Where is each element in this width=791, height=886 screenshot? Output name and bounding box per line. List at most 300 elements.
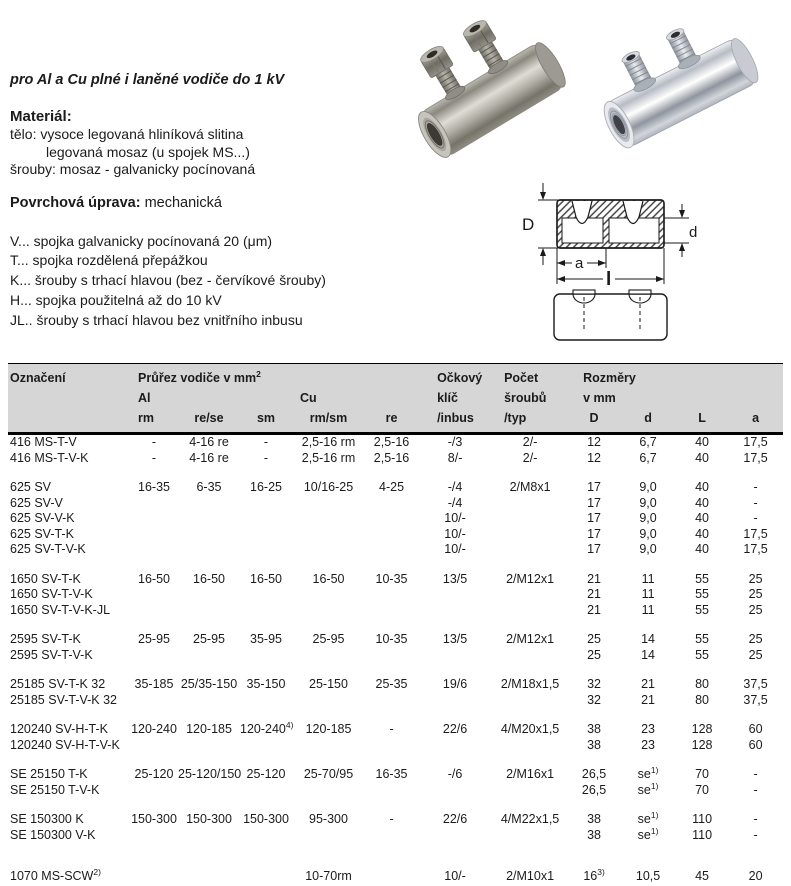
value-cell: $se^{1)}$ [637, 809, 659, 826]
value-cell [418, 587, 492, 603]
value-cell: 21 [641, 677, 656, 691]
value-cell: 8/- [447, 450, 463, 465]
value-cell [418, 828, 492, 844]
value-cell: 38 [587, 827, 602, 842]
value-cell [418, 693, 492, 709]
col-header-al: Al [130, 389, 292, 408]
value-cell: 40 [695, 495, 710, 510]
value-cell [178, 511, 240, 527]
value-cell: 37,5 [743, 692, 768, 707]
designation-cell: SE 25150 T-V-K [10, 782, 100, 797]
value-cell: 20 [748, 869, 763, 883]
value-cell: 25-35 [375, 677, 408, 691]
value-cell: 150-300 [243, 812, 289, 826]
table-row [8, 542, 783, 558]
value-cell: 6,7 [639, 450, 657, 465]
value-cell: 26,5 [581, 782, 607, 797]
designation-cell: 625 SV-T-K [10, 526, 74, 541]
value-cell [418, 783, 492, 799]
value-cell: 25 [587, 632, 602, 646]
value-cell [292, 693, 365, 709]
value-cell [365, 603, 418, 619]
value-cell [240, 527, 292, 543]
value-cell: 38 [587, 737, 602, 752]
value-cell: 17,5 [743, 526, 768, 541]
value-cell [240, 648, 292, 664]
value-cell: 9,0 [639, 526, 657, 541]
table-row [8, 722, 783, 738]
table-row [8, 783, 783, 799]
value-cell: 45 [695, 869, 710, 883]
value-cell: 16-50 [138, 571, 170, 586]
table-row [8, 603, 783, 619]
value-cell: - [753, 495, 758, 510]
value-cell [178, 693, 240, 709]
value-cell: 6,7 [639, 435, 657, 449]
value-cell [492, 783, 568, 799]
material-line: šrouby: mosaz - galvanicky pocínovaná [10, 161, 256, 177]
group-spacer [8, 558, 783, 572]
value-cell [178, 527, 240, 543]
value-cell [292, 542, 365, 558]
table-row [8, 738, 783, 754]
value-cell: 25-95 [312, 632, 345, 646]
value-cell [365, 869, 418, 885]
value-cell: 16-50 [250, 571, 282, 586]
col-header-rese: re/se [178, 408, 240, 434]
value-cell: -/6 [447, 767, 463, 781]
value-cell: 19/6 [442, 677, 468, 691]
value-cell [130, 603, 178, 619]
legend-line: JL.. šrouby s trhací hlavou bez vnitřního inbusu [10, 311, 303, 328]
value-cell: 2,5-16 rm [301, 450, 356, 465]
value-cell: 4/M20x1,5 [500, 722, 560, 736]
col-header-rm: rm [130, 408, 178, 434]
value-cell: 2/M18x1,5 [500, 677, 560, 691]
designation-cell: 1070 MS-SCW$^{2)}$ [10, 866, 101, 883]
col-header-screw-count: Počet [492, 364, 568, 390]
value-cell: 17 [587, 495, 602, 510]
value-cell: 11 [641, 602, 655, 617]
value-cell: - [753, 782, 758, 797]
designation-cell: 625 SV-T-V-K [10, 542, 86, 556]
value-cell: 2,5-16 [373, 435, 410, 449]
value-cell [130, 783, 178, 799]
value-cell: 60 [748, 722, 763, 736]
value-cell: 128 [691, 737, 713, 752]
value-cell [292, 587, 365, 603]
value-cell [240, 738, 292, 754]
value-cell: 9,0 [639, 511, 657, 525]
value-cell [418, 738, 492, 754]
value-cell: 55 [695, 647, 710, 662]
dimension-diagram [512, 178, 704, 348]
designation-cell: 416 MS-T-V-K [10, 450, 89, 465]
value-cell [178, 496, 240, 512]
col-header-inbus: /inbus [418, 408, 492, 434]
value-cell: 38 [587, 812, 602, 826]
value-cell: 10/- [444, 542, 466, 556]
value-cell: - [151, 450, 157, 465]
connector-photo-left [405, 2, 585, 187]
legend-line: K... šrouby s trhací hlavou (bez - červíkové šrouby) [10, 272, 326, 289]
table-row [8, 527, 783, 543]
col-header-typ: /typ [492, 408, 568, 434]
surface-label: Povrchová úprava: [10, 194, 141, 211]
table-row [8, 480, 783, 496]
col-header-rmsm: rm/sm [292, 408, 365, 434]
value-cell: 21 [587, 571, 602, 586]
value-cell: 13/5 [442, 571, 468, 586]
table-row [8, 496, 783, 512]
material-heading: Materiál: [10, 108, 72, 125]
col-header-dimensions-2: v mm [568, 389, 783, 408]
value-cell: $se^{1)}$ [637, 764, 659, 781]
value-cell: 25-70/95 [303, 767, 354, 781]
value-cell: 55 [695, 602, 710, 617]
col-header-D: D [568, 408, 620, 434]
value-cell: $se^{1)}$ [637, 780, 659, 797]
value-cell: - [753, 767, 758, 781]
value-cell: 120-185 [186, 722, 232, 736]
value-cell [365, 527, 418, 543]
value-cell: 55 [695, 587, 710, 601]
value-cell: 2,5-16 [373, 450, 410, 465]
value-cell: 2,5-16 rm [301, 435, 356, 449]
value-cell [292, 783, 365, 799]
value-cell [130, 587, 178, 603]
value-cell [365, 738, 418, 754]
value-cell: 23 [641, 722, 656, 736]
value-cell: 120-240$^{4)}$ [240, 719, 294, 736]
table-row [8, 869, 783, 885]
group-spacer [8, 753, 783, 767]
value-cell [178, 603, 240, 619]
value-cell [292, 828, 365, 844]
designation-cell: 25185 SV-T-K 32 [10, 677, 106, 691]
value-cell: - [263, 435, 269, 449]
col-header-screw-count-2: šroubů [492, 389, 568, 408]
table-row [8, 677, 783, 693]
suffix-legend [10, 232, 410, 331]
value-cell [178, 587, 240, 603]
value-cell [492, 648, 568, 664]
value-cell [240, 828, 292, 844]
value-cell [240, 869, 292, 885]
col-header-re: re [365, 408, 418, 434]
value-cell: 25 [587, 647, 602, 662]
value-cell: 2/M12x1 [506, 571, 555, 586]
value-cell: 25 [748, 647, 763, 662]
value-cell: 9,0 [639, 542, 657, 556]
value-cell [365, 648, 418, 664]
value-cell: 10/- [444, 869, 466, 883]
value-cell: 2/M12x1 [506, 632, 555, 646]
value-cell: 17,5 [743, 435, 768, 449]
value-cell: 13/5 [442, 632, 468, 646]
value-cell: 10-35 [375, 632, 408, 646]
group-spacer [8, 466, 783, 480]
value-cell: 110 [692, 827, 713, 842]
value-cell [492, 738, 568, 754]
table-row [8, 828, 783, 844]
value-cell: 16-35 [375, 767, 408, 781]
value-cell: - [263, 450, 269, 465]
value-cell [130, 511, 178, 527]
table-row [8, 511, 783, 527]
designation-cell: 625 SV [10, 480, 52, 494]
designation-cell: 1650 SV-T-V-K [10, 587, 93, 601]
col-header-cross-section: Průřez vodiče v $mm^2$ [130, 364, 418, 390]
value-cell: 12 [587, 450, 602, 465]
surface-treatment [10, 195, 410, 211]
value-cell: - [389, 812, 394, 826]
col-header-sm: sm [240, 408, 292, 434]
value-cell [178, 869, 240, 885]
value-cell [178, 783, 240, 799]
value-cell: 70 [695, 782, 710, 797]
value-cell: - [753, 827, 758, 842]
value-cell: 16-25 [250, 480, 282, 494]
value-cell [418, 648, 492, 664]
value-cell: 95-300 [309, 812, 348, 826]
value-cell: 4-16 re [189, 435, 229, 449]
value-cell: 40 [695, 511, 710, 525]
value-cell [492, 511, 568, 527]
value-cell: 10/- [444, 526, 466, 541]
value-cell: - [753, 511, 758, 525]
value-cell: 17,5 [743, 542, 768, 556]
value-cell [365, 693, 418, 709]
value-cell: 17 [587, 511, 602, 525]
value-cell: 35-150 [246, 677, 286, 691]
material-line: tělo: vysoce legovaná hliníková slitina [10, 126, 244, 142]
value-cell: 16-50 [193, 571, 225, 586]
value-cell [292, 648, 365, 664]
value-cell [492, 527, 568, 543]
value-cell [292, 603, 365, 619]
table-row [8, 587, 783, 603]
value-cell: 17 [587, 480, 602, 494]
value-cell [365, 511, 418, 527]
col-header-L: L [676, 408, 728, 434]
tagline: pro Al a Cu plné i laněné vodiče do 1 kV [10, 72, 285, 88]
value-cell [240, 693, 292, 709]
value-cell: $se^{1)}$ [637, 825, 659, 842]
value-cell: 25/35-150 [180, 677, 238, 691]
value-cell [178, 738, 240, 754]
value-cell: 21 [641, 692, 656, 707]
group-spacer [8, 798, 783, 812]
value-cell: 40 [695, 526, 710, 541]
value-cell: 25 [748, 571, 763, 586]
designation-cell: 625 SV-V-K [10, 511, 75, 525]
value-cell [418, 603, 492, 619]
value-cell: 32 [587, 677, 602, 691]
col-header-wrench-2: klíč [418, 389, 492, 408]
value-cell [240, 783, 292, 799]
value-cell: 35-95 [250, 632, 282, 646]
value-cell: 25-150 [309, 677, 348, 691]
value-cell [130, 496, 178, 512]
value-cell [492, 828, 568, 844]
designation-cell: 120240 SV-H-T-V-K [10, 737, 120, 752]
value-cell [292, 496, 365, 512]
value-cell: 4-16 re [189, 450, 229, 465]
dim-label-l: l [606, 269, 612, 290]
value-cell [365, 828, 418, 844]
group-spacer [8, 843, 783, 869]
designation-cell: 120240 SV-H-T-K [10, 722, 108, 736]
dim-label-a: a [575, 255, 584, 272]
dim-label-d: d [689, 224, 698, 241]
value-cell: 12 [587, 435, 602, 449]
value-cell [240, 542, 292, 558]
value-cell: 10/- [444, 511, 466, 525]
value-cell: 55 [695, 571, 710, 586]
dim-label-D: D [522, 215, 535, 234]
value-cell: 23 [641, 737, 656, 752]
designation-cell: 2595 SV-T-V-K [10, 647, 93, 662]
value-cell [130, 869, 178, 885]
value-cell [365, 587, 418, 603]
col-header-cu: Cu [292, 389, 418, 408]
value-cell: -/4 [447, 495, 463, 510]
value-cell: 60 [748, 737, 763, 752]
value-cell: 10,5 [635, 869, 661, 883]
table-row [8, 812, 783, 828]
value-cell: 9,0 [639, 495, 657, 510]
value-cell: 70 [695, 767, 710, 781]
value-cell: 120-240 [131, 722, 177, 736]
value-cell: 120-185 [305, 722, 352, 736]
col-header-d: d [620, 408, 676, 434]
value-cell: 17 [587, 542, 602, 556]
table-body [8, 434, 783, 885]
value-cell: 26,5 [581, 767, 607, 781]
value-cell: 10-35 [375, 571, 408, 586]
value-cell: - [753, 812, 758, 826]
value-cell: 17 [587, 526, 602, 541]
value-cell: 35-185 [134, 677, 174, 691]
value-cell [130, 542, 178, 558]
table-row [8, 632, 783, 648]
table-header [8, 364, 783, 434]
designation-cell: 1650 SV-T-V-K-JL [10, 602, 111, 617]
value-cell [292, 527, 365, 543]
value-cell: 21 [587, 602, 602, 617]
value-cell: 40 [695, 450, 710, 465]
intro-block [10, 72, 410, 330]
value-cell: 150-300 [186, 812, 232, 826]
legend-line: H... spojka použitelná až do 10 kV [10, 291, 222, 308]
value-cell: 6-35 [196, 480, 222, 494]
value-cell [240, 496, 292, 512]
value-cell [365, 496, 418, 512]
connector-photo-right [586, 12, 776, 172]
value-cell: 32 [587, 692, 602, 707]
product-table [8, 363, 783, 885]
value-cell: 14 [641, 632, 656, 646]
value-cell [492, 693, 568, 709]
value-cell [240, 587, 292, 603]
value-cell: 2/M10x1 [506, 869, 555, 883]
value-cell: 25-120 [246, 767, 286, 781]
col-header-designation: Označení [8, 364, 130, 434]
designation-cell: SE 150300 K [10, 812, 84, 826]
legend-line: T... spojka rozdělená přepážkou [10, 252, 208, 269]
group-spacer [8, 663, 783, 677]
value-cell [365, 542, 418, 558]
value-cell: 22/6 [442, 722, 468, 736]
table-row [8, 451, 783, 467]
material-line: legovaná mosaz (u spojek MS...) [46, 143, 250, 160]
designation-cell: 2595 SV-T-K [10, 632, 81, 646]
value-cell: 37,5 [743, 677, 768, 691]
value-cell: 110 [692, 812, 713, 826]
designation-cell: SE 150300 V-K [10, 827, 96, 842]
col-header-a: a [728, 408, 783, 434]
value-cell: 25-95 [193, 632, 225, 646]
value-cell: 25-95 [138, 632, 170, 646]
designation-cell: 1650 SV-T-K [10, 571, 81, 586]
value-cell: 25 [748, 587, 763, 601]
group-spacer [8, 708, 783, 722]
value-cell [130, 648, 178, 664]
table-row [8, 572, 783, 588]
value-cell: 38 [587, 722, 602, 736]
value-cell [365, 783, 418, 799]
value-cell: 11 [641, 587, 655, 601]
legend-line: V... spojka galvanicky pocínovaná 20 (μm) [10, 232, 273, 249]
value-cell: 10/16-25 [303, 480, 354, 494]
value-cell: 40 [695, 480, 710, 494]
value-cell: 128 [691, 722, 713, 736]
value-cell: -/4 [447, 480, 463, 494]
value-cell [292, 511, 365, 527]
value-cell: 2/M16x1 [506, 767, 555, 781]
value-cell [130, 738, 178, 754]
table-row [8, 648, 783, 664]
value-cell: 2/- [522, 450, 538, 465]
table-row [8, 767, 783, 783]
value-cell: 4-25 [379, 480, 405, 494]
designation-cell: 625 SV-V [10, 495, 63, 510]
value-cell: 16-50 [312, 571, 345, 586]
value-cell: 150-300 [131, 812, 177, 826]
value-cell [240, 603, 292, 619]
value-cell: 11 [641, 571, 655, 586]
table-row [8, 434, 783, 451]
surface-value: mechanická [144, 194, 222, 211]
value-cell: 4/M22x1,5 [500, 812, 560, 826]
value-cell: 40 [695, 542, 710, 556]
value-cell [492, 603, 568, 619]
value-cell [492, 496, 568, 512]
value-cell [130, 828, 178, 844]
value-cell: 2/- [522, 435, 538, 449]
value-cell: 25 [748, 602, 763, 617]
value-cell [130, 693, 178, 709]
value-cell: 2/M8x1 [509, 480, 551, 494]
value-cell: 25 [748, 632, 763, 646]
designation-cell: 25185 SV-T-V-K 32 [10, 692, 118, 707]
value-cell: 80 [695, 677, 710, 691]
value-cell: - [389, 722, 394, 736]
col-header-dimensions: Rozměry [568, 364, 783, 390]
value-cell: -/3 [447, 435, 463, 449]
value-cell: - [151, 435, 157, 449]
